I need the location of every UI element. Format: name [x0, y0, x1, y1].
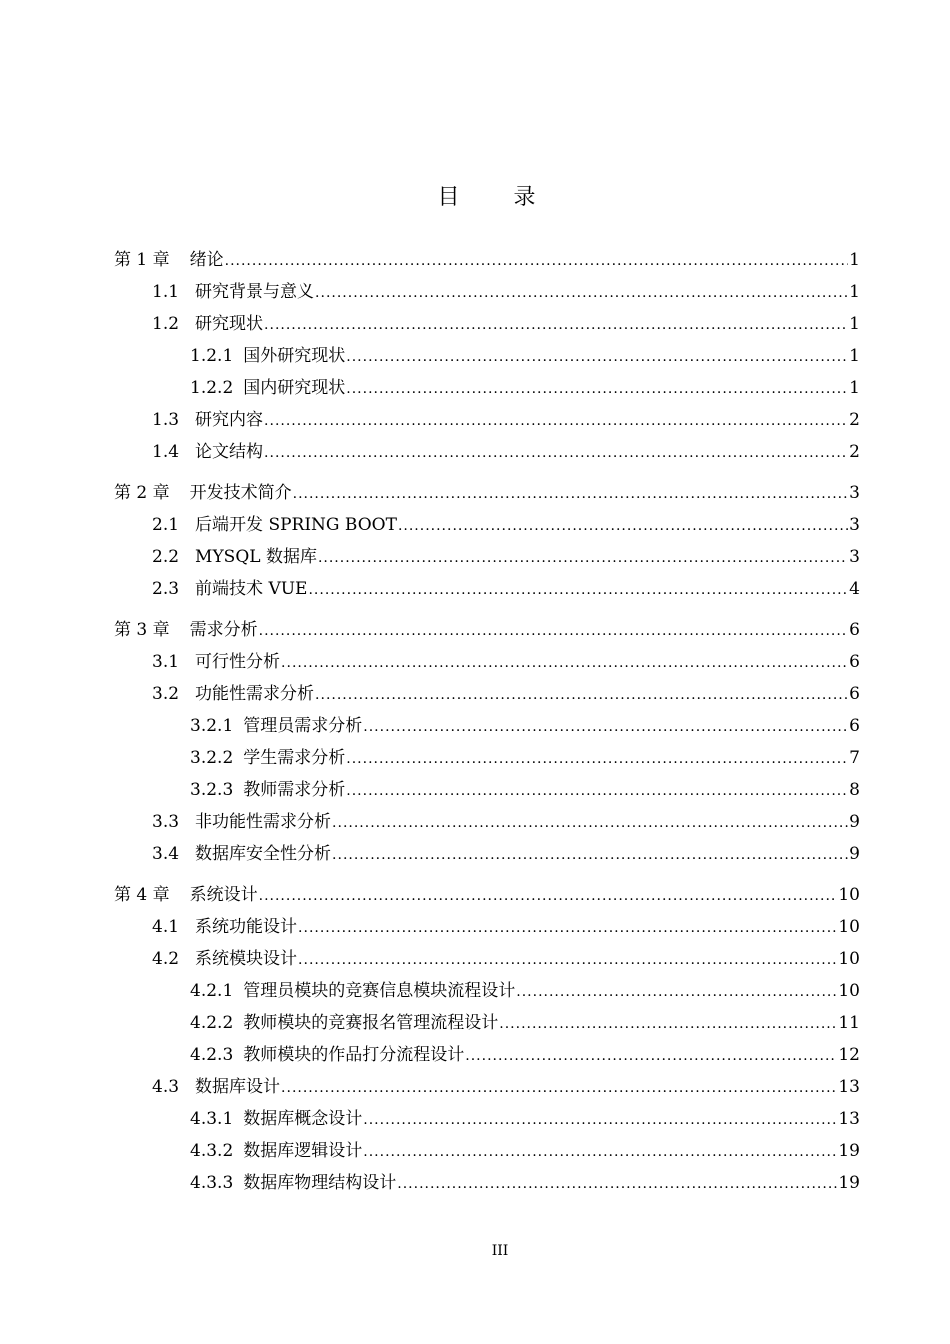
toc-dot-leader	[397, 1168, 837, 1200]
toc-entry-page-number: 9	[849, 812, 860, 832]
toc-entry-title: 数据库安全性分析	[195, 844, 332, 864]
toc-chapter-entry[interactable]	[114, 244, 860, 276]
toc-entry[interactable]	[114, 372, 860, 404]
toc-entry-title: 绪论	[189, 250, 224, 270]
toc-entry-title: 数据库设计	[195, 1077, 281, 1097]
toc-entry-title: 国外研究现状	[243, 346, 346, 366]
toc-entry-title: 开发技术简介	[189, 483, 292, 503]
toc-entry-page-number: 13	[838, 1109, 860, 1129]
toc-entry-title: 论文结构	[195, 442, 264, 462]
toc-entry-title: 数据库概念设计	[243, 1109, 363, 1129]
toc-dot-leader	[315, 679, 848, 711]
toc-entry-number: 4.3	[152, 1077, 180, 1097]
toc-dot-leader	[264, 437, 848, 469]
toc-entry-page-number: 1	[849, 314, 860, 334]
toc-dot-leader	[363, 1136, 837, 1168]
toc-entry-title: 教师模块的竞赛报名管理流程设计	[243, 1013, 499, 1033]
toc-dot-leader	[264, 309, 848, 341]
toc-entry-title: 国内研究现状	[243, 378, 346, 398]
toc-dot-leader	[332, 807, 848, 839]
toc-dot-leader	[264, 405, 848, 437]
toc-dot-leader	[281, 647, 848, 679]
toc-chapter-entry[interactable]	[114, 614, 860, 646]
toc-entry-title: 教师模块的作品打分流程设计	[243, 1045, 465, 1065]
toc-entry-title: 数据库物理结构设计	[243, 1173, 397, 1193]
toc-entry[interactable]	[114, 509, 860, 541]
toc-entry-number: 1.3	[152, 410, 180, 430]
toc-entry-page-number: 12	[838, 1045, 860, 1065]
toc-entry-page-number: 9	[849, 844, 860, 864]
title-char-right: 录	[513, 185, 538, 210]
toc-entry-page-number: 7	[849, 748, 860, 768]
toc-entry-title: 系统功能设计	[195, 917, 298, 937]
toc-dot-leader	[465, 1040, 837, 1072]
toc-entry-number: 1.1	[152, 282, 180, 302]
toc-entry[interactable]	[114, 911, 860, 943]
toc-dot-leader	[281, 1072, 837, 1104]
title-char-left: 目	[437, 185, 462, 210]
toc-entry[interactable]	[114, 1135, 860, 1167]
toc-entry-title: 学生需求分析	[243, 748, 346, 768]
toc-entry[interactable]	[114, 1039, 860, 1071]
toc-dot-leader	[398, 510, 848, 542]
toc-dot-leader	[499, 1008, 837, 1040]
toc-entry-page-number: 10	[838, 917, 860, 937]
toc-dot-leader	[315, 277, 848, 309]
toc-entry[interactable]	[114, 308, 860, 340]
toc-entry-number: 4.2.3	[190, 1045, 234, 1065]
toc-entry-title: 前端技术 VUE	[195, 579, 308, 599]
toc-entry[interactable]	[114, 806, 860, 838]
toc-entry[interactable]	[114, 541, 860, 573]
toc-entry-number: 2.3	[152, 579, 180, 599]
toc-entry[interactable]	[114, 1071, 860, 1103]
toc-entry-number: 4.3.2	[190, 1141, 234, 1161]
toc-entry[interactable]	[114, 742, 860, 774]
toc-entry-number: 4.3.1	[190, 1109, 234, 1129]
toc-dot-leader	[346, 743, 848, 775]
toc-entry-title: 后端开发 SPRING BOOT	[195, 515, 397, 535]
toc-entry-title: 研究背景与意义	[195, 282, 315, 302]
toc-entry[interactable]	[114, 710, 860, 742]
toc-entry-page-number: 13	[838, 1077, 860, 1097]
toc-entry-number: 4.3.3	[190, 1173, 234, 1193]
toc-dot-leader	[318, 542, 848, 574]
toc-dot-leader	[298, 944, 837, 976]
toc-entry-title: 非功能性需求分析	[195, 812, 332, 832]
toc-dot-leader	[516, 976, 837, 1008]
toc-entry[interactable]	[114, 573, 860, 605]
toc-entry-title: 管理员需求分析	[243, 716, 363, 736]
toc-entry-page-number: 8	[849, 780, 860, 800]
toc-dot-leader	[363, 711, 848, 743]
toc-entry-number: 4.2.1	[190, 981, 234, 1001]
toc-entry-title: 研究现状	[195, 314, 264, 334]
toc-entry-number: 3.3	[152, 812, 180, 832]
toc-entry[interactable]	[114, 1103, 860, 1135]
toc-entry[interactable]	[114, 1167, 860, 1199]
toc-entry-title: 可行性分析	[195, 652, 281, 672]
toc-entry-number: 3.2.2	[190, 748, 234, 768]
toc-entry-page-number: 1	[849, 378, 860, 398]
toc-entry-title: 数据库逻辑设计	[243, 1141, 363, 1161]
toc-entry-number: 第 4 章	[114, 885, 170, 905]
toc-entry-number: 3.2	[152, 684, 180, 704]
toc-entry[interactable]	[114, 436, 860, 468]
toc-entry[interactable]	[114, 975, 860, 1007]
page-title	[0, 180, 950, 211]
toc-entry-number: 2.1	[152, 515, 180, 535]
page-number: III	[491, 1243, 509, 1259]
toc-entry-number: 4.1	[152, 917, 180, 937]
toc-dot-leader	[259, 880, 838, 912]
toc-dot-leader	[293, 478, 849, 510]
toc-entry-number: 第 1 章	[114, 250, 170, 270]
toc-entry-number: 3.2.1	[190, 716, 234, 736]
toc-entry[interactable]	[114, 774, 860, 806]
toc-dot-leader	[346, 341, 848, 373]
toc-dot-leader	[332, 839, 848, 871]
toc-entry[interactable]	[114, 276, 860, 308]
toc-dot-leader	[346, 373, 848, 405]
toc-entry-page-number: 6	[849, 652, 860, 672]
toc-entry-page-number: 2	[849, 410, 860, 430]
toc-dot-leader	[308, 574, 848, 606]
toc-entry-page-number: 10	[838, 949, 860, 969]
toc-entry-page-number: 3	[849, 483, 860, 503]
toc-entry-page-number: 19	[838, 1173, 860, 1193]
toc-entry[interactable]	[114, 943, 860, 975]
toc-entry-page-number: 6	[849, 716, 860, 736]
toc-entry[interactable]	[114, 678, 860, 710]
toc-entry[interactable]	[114, 646, 860, 678]
toc-entry-title: 需求分析	[189, 620, 258, 640]
toc-entry-page-number: 19	[838, 1141, 860, 1161]
toc-dot-leader	[225, 245, 849, 277]
toc-entry-page-number: 1	[849, 250, 860, 270]
toc-entry-title: 管理员模块的竞赛信息模块流程设计	[243, 981, 516, 1001]
toc-entry-page-number: 4	[849, 579, 860, 599]
toc-entry-page-number: 10	[838, 981, 860, 1001]
toc-entry-number: 4.2.2	[190, 1013, 234, 1033]
toc-entry-number: 3.1	[152, 652, 180, 672]
toc-entry-title: MYSQL 数据库	[195, 547, 317, 567]
toc-entry[interactable]	[114, 404, 860, 436]
toc-entry-number: 3.4	[152, 844, 180, 864]
toc-chapter-entry[interactable]	[114, 477, 860, 509]
toc-entry-page-number: 3	[849, 547, 860, 567]
toc-chapter-entry[interactable]	[114, 879, 860, 911]
toc-entry[interactable]	[114, 838, 860, 870]
toc-entry-page-number: 3	[849, 515, 860, 535]
toc-entry-number: 1.2	[152, 314, 180, 334]
toc-entry-number: 3.2.3	[190, 780, 234, 800]
toc-dot-leader	[346, 775, 848, 807]
toc-entry-title: 系统模块设计	[195, 949, 298, 969]
toc-entry-title: 研究内容	[195, 410, 264, 430]
toc-entry-page-number: 6	[849, 620, 860, 640]
toc-entry-title: 功能性需求分析	[195, 684, 315, 704]
toc-entry-number: 第 2 章	[114, 483, 170, 503]
toc-entry-page-number: 6	[849, 684, 860, 704]
toc-dot-leader	[298, 912, 837, 944]
toc-entry-page-number: 10	[838, 885, 860, 905]
toc-entry-title: 系统设计	[189, 885, 258, 905]
toc-entry-number: 1.2.1	[190, 346, 234, 366]
toc-entry-number: 2.2	[152, 547, 180, 567]
table-of-contents	[114, 244, 860, 1199]
toc-entry-title: 教师需求分析	[243, 780, 346, 800]
toc-entry-page-number: 11	[838, 1013, 860, 1033]
toc-entry-number: 4.2	[152, 949, 180, 969]
toc-dot-leader	[259, 615, 849, 647]
toc-entry-page-number: 2	[849, 442, 860, 462]
toc-dot-leader	[363, 1104, 837, 1136]
toc-entry[interactable]	[114, 1007, 860, 1039]
toc-entry[interactable]	[114, 340, 860, 372]
toc-entry-page-number: 1	[849, 346, 860, 366]
toc-entry-page-number: 1	[849, 282, 860, 302]
toc-entry-number: 1.4	[152, 442, 180, 462]
toc-entry-number: 1.2.2	[190, 378, 234, 398]
toc-entry-number: 第 3 章	[114, 620, 170, 640]
